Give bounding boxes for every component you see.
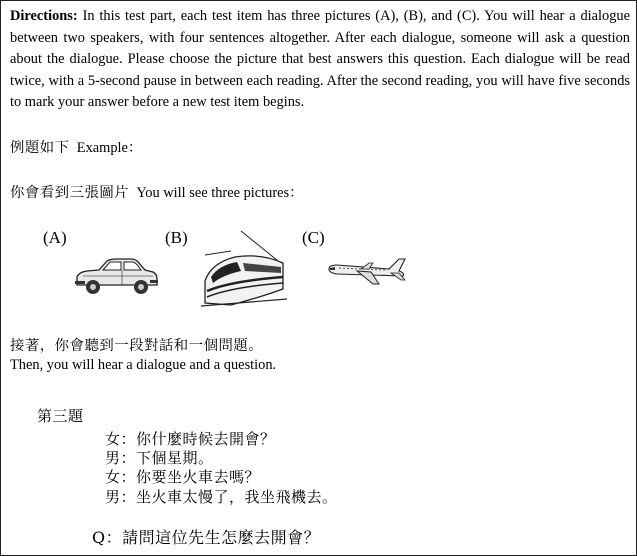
- directions-label: Directions:: [10, 8, 78, 24]
- question-text: Q：請問這位先生怎麼去開會？: [92, 528, 321, 547]
- pictures-intro-zh: 你會看到三張圖片: [10, 185, 130, 201]
- dialogue-line-1: 女：你什麼時候去開會？: [105, 430, 276, 448]
- dialogue-line-2: 男：下個星期。: [105, 449, 214, 467]
- pictures-intro: [10, 181, 304, 202]
- option-b-label: (B): [165, 228, 188, 247]
- option-a-label: (A): [43, 228, 67, 247]
- dialogue-line-3: 女：你要坐火車去嗎？: [105, 468, 261, 486]
- dialogue-line-4: 男：坐火車太慢了，我坐飛機去。: [105, 488, 338, 506]
- directions-paragraph: [10, 6, 630, 114]
- car-icon: [73, 255, 159, 299]
- high-speed-train-icon: [201, 229, 287, 307]
- example-heading: [10, 136, 142, 157]
- pictures-intro-en: You will see three pictures：: [136, 185, 304, 201]
- dialogue-intro-zh: 接著，你會聽到一段對話和一個問題。: [10, 338, 264, 354]
- airplane-icon: [327, 256, 409, 288]
- option-c-label: (C): [302, 228, 325, 247]
- example-zh: 例題如下: [10, 140, 70, 156]
- item-title: 第三題: [37, 407, 84, 425]
- example-en: Example：: [76, 140, 143, 156]
- directions-text: In this test part, each test item has three pictures (A), (B), and (C). You will hear a dialogue between two speakers, with four sentences altogether. After each dialogue, someone will ask a question about the dialogue. Please choose the picture that best answers this question. Each dialogue will be read twice, with a 5-second pause in between each reading. After the second reading, you will have five seconds to mark your answer before a new test item begins.: [10, 8, 631, 110]
- dialogue-intro-en: Then, you will hear a dialogue and a question.: [10, 357, 277, 373]
